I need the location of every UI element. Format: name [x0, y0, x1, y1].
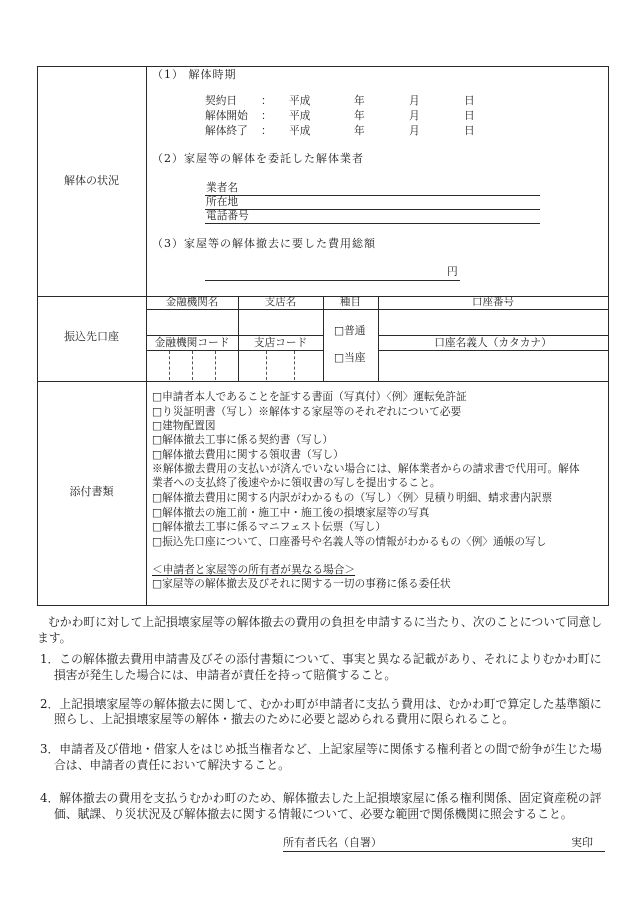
attachment-note: ※解体撤去費用の支払いが済んでいない場合には、解体業者からの請求書で代用可。解体	[152, 462, 580, 475]
agreement-clause-1: 損害が発生した場合には、申請者が責任を持って賠償すること。	[54, 668, 397, 682]
account-holder-label: 口座名義人（カタカナ）	[434, 336, 552, 349]
institution-code-label: 金融機関コード	[154, 336, 230, 349]
contractor-phone-line	[205, 223, 540, 224]
contractor-name-label: 業者名	[206, 181, 239, 194]
contractor-address-line	[205, 209, 540, 210]
attachment-item: □解体撤去工事に係る契約書（写し）	[152, 433, 334, 446]
period-era: 平成	[289, 109, 311, 122]
attachment-note: 業者への支払終了後速やかに領収書の写しを提出すること。	[152, 476, 441, 489]
agreement-clause-2: 2．上記損壊家屋等の解体撤去に関して、むかわ町が申請者に支払う費用は、むかわ町で算定した基準額に	[40, 697, 602, 711]
period-day-unit: 日	[464, 109, 475, 122]
period-day-unit: 日	[464, 94, 475, 107]
agreement-intro: むかわ町に対して上記損壊家屋等の解体撤去の費用の負担を申請するに当たり、次のことについて同意し	[48, 615, 603, 629]
period-era: 平成	[289, 124, 311, 137]
header-branch-name: 支店名	[264, 296, 297, 308]
header-account-number: 口座番号	[472, 296, 514, 308]
period-label-contract-date: 契約日	[205, 94, 238, 107]
agreement-clause-1: 1．この解体撤去費用申請書及びその添付書類について、事実と異なる記載があり、それによりむかわ町に	[40, 652, 602, 666]
attachment-item-power-of-attorney: □家屋等の解体撤去及びそれに関する一切の事務に係る委任状	[152, 577, 451, 590]
period-label-start: 解体開始	[205, 109, 248, 122]
attachment-item: □解体撤去費用に関する内訳がわかるもの（写し）〈例〉見積り明細、蜻求書内訳票	[152, 491, 553, 504]
registered-seal-label: 実印	[571, 836, 593, 849]
agreement-clause-2: 照らし、上記損壊家屋等の解体・撤去のために必要と認められる費用に限られること。	[54, 712, 515, 726]
contractor-phone-label: 電話番号	[206, 209, 249, 222]
account-holder-row-bottom	[378, 350, 609, 351]
section-heading-demolition-period: （1） 解体時期	[152, 68, 237, 81]
period-year-unit: 年	[354, 94, 365, 107]
period-colon: ：	[261, 124, 272, 137]
period-day-unit: 日	[464, 124, 475, 137]
agreement-clause-4: 4．解体撤去の費用を支払うむかわ町のため、解体撤去した上記損壊家屋に係る権利関係、固定資産税の評	[40, 791, 602, 805]
signature-line	[283, 851, 605, 852]
branch-code-label: 支店コード	[253, 336, 308, 349]
bank-code-row-bottom	[146, 350, 323, 351]
agreement-intro: ます。	[37, 631, 72, 645]
owner-signature-label: 所有者氏名（自署）	[283, 836, 382, 849]
institution-code-digit-divider	[215, 351, 216, 380]
period-month-unit: 月	[409, 94, 420, 107]
branch-code-digit-divider	[294, 351, 295, 380]
cost-amount-line	[205, 280, 460, 281]
header-account-type: 種目	[340, 296, 361, 308]
row-label-demolition-status: 解体の状況	[64, 174, 119, 187]
attachment-item: □振込先口座について、口座番号や名義人等の情報がわかるもの〈例〉通帳の写し	[152, 535, 547, 548]
different-owner-heading: ＜申請者と家屋等の所有者が異なる場合＞	[152, 563, 356, 576]
attachment-item: □建物配置図	[152, 419, 216, 432]
period-colon: ：	[261, 109, 272, 122]
institution-code-digit-divider	[192, 351, 193, 380]
section-heading-contractor: （2）家屋等の解体を委託した解体業者	[152, 152, 364, 165]
row-label-attachments: 添付書類	[69, 485, 114, 498]
header-institution-name: 金融機関名	[165, 296, 219, 308]
attachment-item: □り災証明書（写し）※解体する家屋等のそれぞれについて必要	[152, 405, 462, 418]
attachment-item: □申請者本人であることを証する書面（写真付）〈例〉運転免許証	[152, 390, 467, 403]
agreement-clause-3: 合は、申請者の責任において解決すること。	[54, 758, 290, 772]
account-type-current-checkbox: □当座	[334, 351, 366, 364]
agreement-clause-4: 価、賦課、り災状況及び解体撤去に関する情報について、必要な範囲で関係機関に照会すること。	[54, 807, 573, 821]
period-colon: ：	[261, 94, 272, 107]
institution-code-digit-divider	[169, 351, 170, 380]
period-year-unit: 年	[354, 124, 365, 137]
period-year-unit: 年	[354, 109, 365, 122]
attachment-item: □解体撤去工事に係るマニフェスト伝票（写し）	[152, 520, 387, 533]
attachment-item: □解体撤去費用に関する領収書（写し）	[152, 448, 344, 461]
table-row-divider	[37, 381, 609, 382]
account-type-ordinary-checkbox: □普通	[334, 324, 366, 337]
period-label-end: 解体終了	[205, 124, 248, 137]
branch-code-digit-divider	[266, 351, 267, 380]
period-era: 平成	[289, 94, 311, 107]
period-month-unit: 月	[409, 109, 420, 122]
period-month-unit: 月	[409, 124, 420, 137]
row-label-bank-account: 振込先口座	[64, 330, 119, 343]
section-heading-total-cost: （3）家屋等の解体撤去に要した費用総額	[152, 237, 376, 250]
contractor-name-line	[205, 195, 540, 196]
contractor-address-label: 所在地	[206, 195, 239, 208]
attachment-item: □解体撤去の施工前・施工中・施工後の損壊家屋等の写真	[152, 506, 430, 519]
agreement-clause-3: 3．申請者及び借地・借家人をはじめ抵当権者など、上記家屋等に関係する権利者との間で紛争が生じた場	[40, 742, 602, 756]
cost-unit-yen: 円	[447, 265, 458, 278]
